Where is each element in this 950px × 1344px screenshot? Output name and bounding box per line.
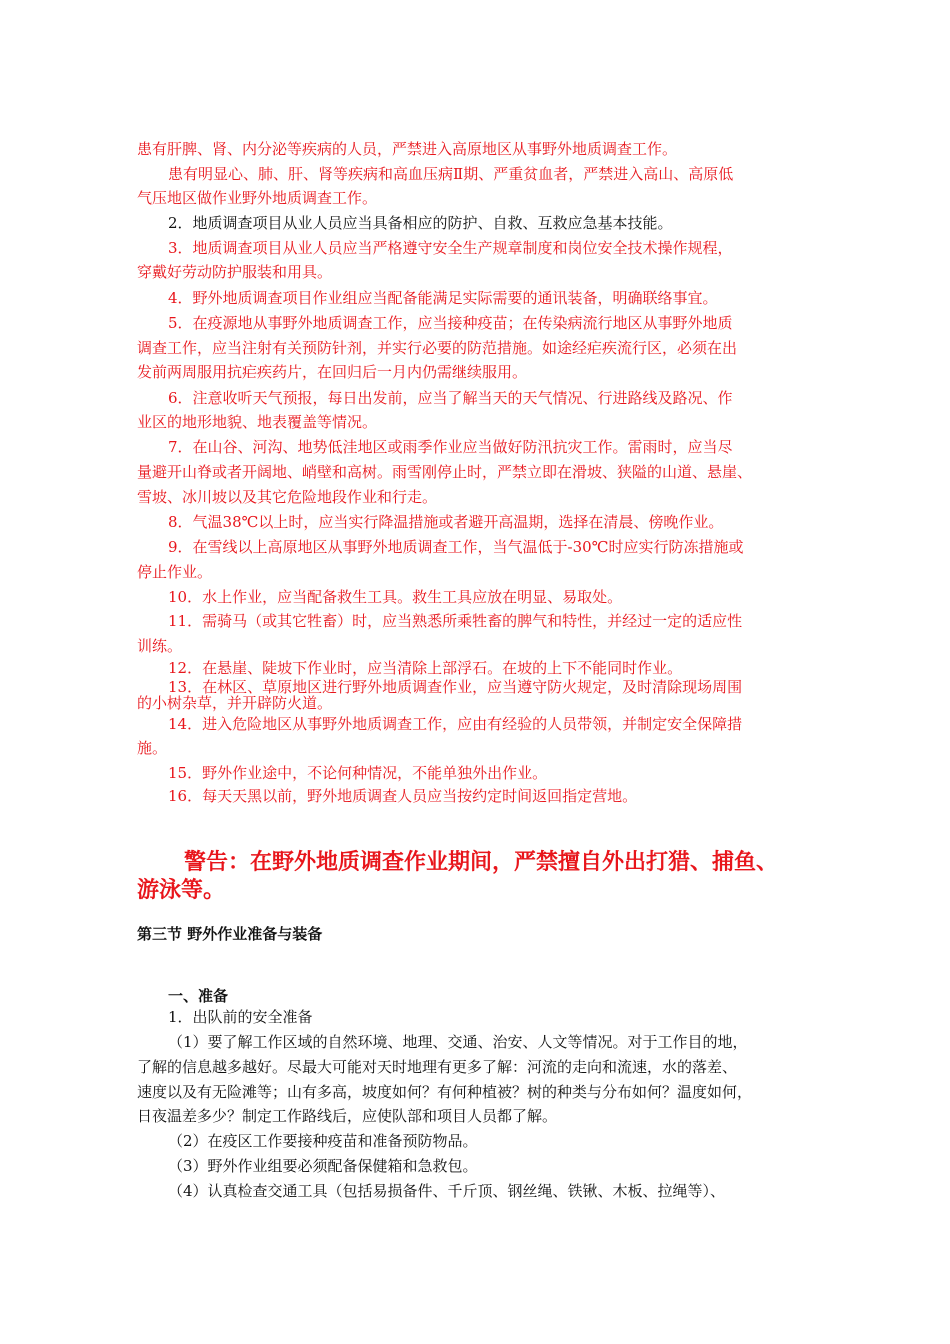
text-line: （2）在疫区工作要接种疫苗和准备预防物品。 <box>168 1132 478 1150</box>
text-line: （3）野外作业组要必须配备保健箱和急救包。 <box>168 1157 478 1175</box>
section-title: 第三节 野外作业准备与装备 <box>137 925 323 943</box>
text-line: 施。 <box>137 739 168 757</box>
text-line: 气压地区做作业野外地质调查工作。 <box>137 189 378 207</box>
text-line: 停止作业。 <box>137 563 213 581</box>
text-line: 4．野外地质调查项目作业组应当配备能满足实际需要的通讯装备，明确联络事宜。 <box>168 289 718 307</box>
text-line: 8．气温38℃以上时，应当实行降温措施或者避开高温期，选择在清晨、傍晚作业。 <box>168 513 724 531</box>
text-line: 6．注意收听天气预报，每日出发前，应当了解当天的天气情况、行进路线及路况、作 <box>168 389 733 407</box>
text-line: 发前两周服用抗疟疾药片，在回归后一月内仍需继续服用。 <box>137 363 528 381</box>
subsection-title: 一、准备 <box>168 987 229 1005</box>
text-line: 患有肝脾、肾、内分泌等疾病的人员，严禁进入高原地区从事野外地质调查工作。 <box>137 140 678 158</box>
text-line: （1）要了解工作区域的自然环境、地理、交通、治安、人文等情况。对于工作目的地， <box>168 1033 748 1051</box>
warning-line: 游泳等。 <box>137 878 226 903</box>
text-line: 15．野外作业途中，不论何种情况，不能单独外出作业。 <box>168 764 548 782</box>
text-line: 9．在雪线以上高原地区从事野外地质调查工作，当气温低于-30℃时应实行防冻措施或 <box>168 538 744 556</box>
text-line: 7．在山谷、河沟、地势低洼地区或雨季作业应当做好防汛抗灾工作。雷雨时，应当尽 <box>168 438 733 456</box>
text-line: 量避开山脊或者开阔地、峭壁和高树。雨雪刚停止时，严禁立即在滑坡、狭隘的山道、悬崖、 <box>137 463 753 481</box>
warning-line: 警告：在野外地质调查作业期间，严禁擅自外出打猎、捕鱼、 <box>184 850 779 875</box>
text-line: 10．水上作业，应当配备救生工具。救生工具应放在明显、易取处。 <box>168 588 623 606</box>
text-line: 13．在林区、草原地区进行野外地质调查作业，应当遵守防火规定，及时清除现场周围 <box>168 678 743 696</box>
text-line: 14．进入危险地区从事野外地质调查工作，应由有经验的人员带领，并制定安全保障措 <box>168 715 743 733</box>
text-line: 16．每天天黑以前，野外地质调查人员应当按约定时间返回指定营地。 <box>168 787 638 805</box>
text-line: 穿戴好劳动防护服装和用具。 <box>137 263 333 281</box>
text-line: 业区的地形地貌、地表覆盖等情况。 <box>137 413 378 431</box>
text-line: 雪坡、冰川坡以及其它危险地段作业和行走。 <box>137 488 438 506</box>
text-line: 的小树杂草，并开辟防火道。 <box>137 694 333 712</box>
text-line: 3．地质调查项目从业人员应当严格遵守安全生产规章制度和岗位安全技术操作规程， <box>168 239 733 257</box>
text-line: 患有明显心、肺、肝、肾等疾病和高血压病Ⅱ期、严重贫血者，严禁进入高山、高原低 <box>168 165 734 183</box>
text-line: （4）认真检查交通工具（包括易损备件、千斤顶、钢丝绳、铁锹、木板、拉绳等）、 <box>168 1182 726 1200</box>
text-line: 速度以及有无险滩等；山有多高，坡度如何？有何种植被？树的种类与分布如何？温度如何， <box>137 1083 753 1101</box>
text-line: 1．出队前的安全准备 <box>168 1008 313 1026</box>
text-line: 调查工作，应当注射有关预防针剂，并实行必要的防范措施。如途经疟疾流行区，必须在出 <box>137 339 738 357</box>
text-line: 5．在疫源地从事野外地质调查工作，应当接种疫苗；在传染病流行地区从事野外地质 <box>168 314 733 332</box>
text-line: 2．地质调查项目从业人员应当具备相应的防护、自救、互救应急基本技能。 <box>168 214 673 232</box>
text-line: 11．需骑马（或其它牲畜）时，应当熟悉所乘牲畜的脾气和特性，并经过一定的适应性 <box>168 612 743 630</box>
text-line: 了解的信息越多越好。尽最大可能对天时地理有更多了解：河流的走向和流速，水的落差、 <box>137 1058 738 1076</box>
text-line: 日夜温差多少？制定工作路线后，应使队部和项目人员都了解。 <box>137 1107 558 1125</box>
text-line: 12．在悬崖、陡坡下作业时，应当清除上部浮石。在坡的上下不能同时作业。 <box>168 659 683 677</box>
text-line: 训练。 <box>137 637 183 655</box>
